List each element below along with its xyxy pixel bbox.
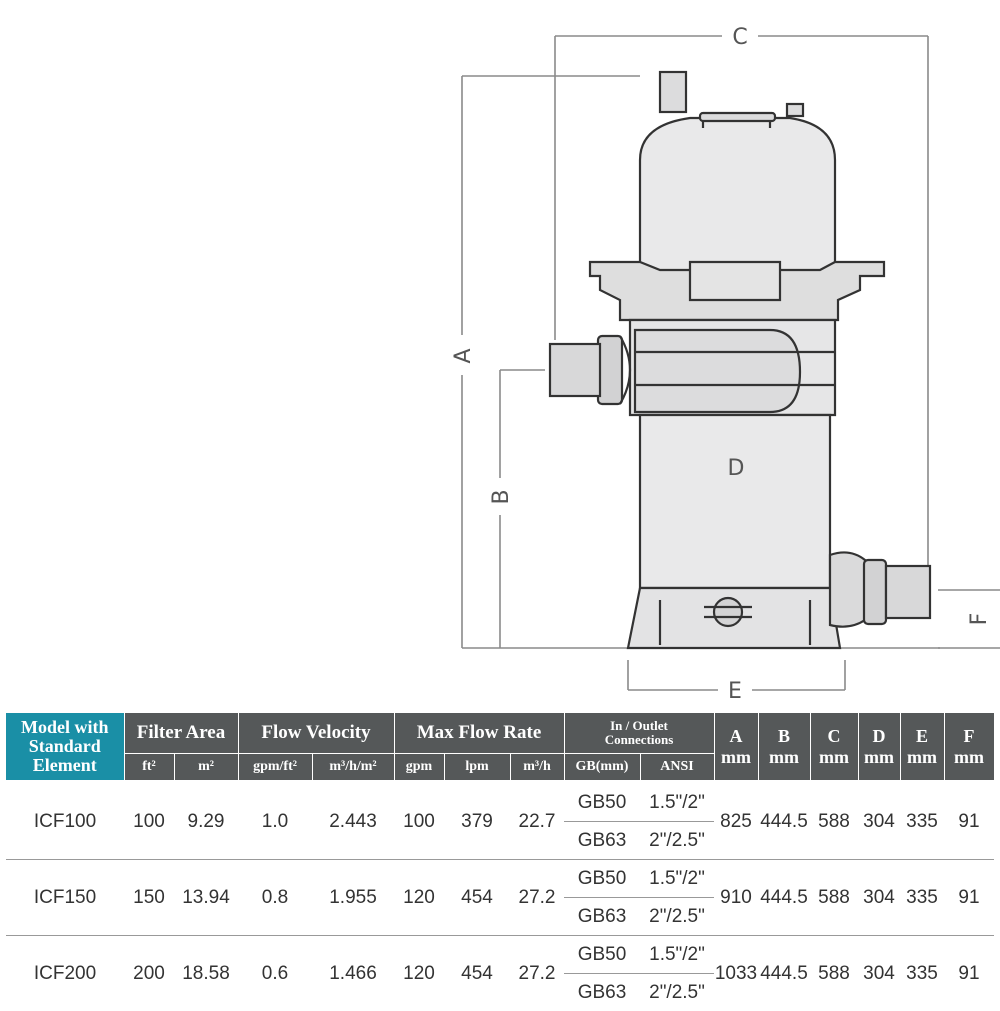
flow-velocity-m3-cell: 2.443: [312, 780, 394, 860]
table-row: [6, 936, 994, 974]
header-dim-letter: F: [945, 726, 994, 747]
flow-velocity-gpm-cell: 1.0: [238, 780, 312, 860]
model-cell: ICF200: [6, 936, 124, 1011]
unit-m3-h-m2: m³/h/m²: [312, 754, 394, 781]
unit-gpm-ft2: gpm/ft²: [238, 754, 312, 781]
max-flow-lpm-cell: 454: [444, 936, 510, 1011]
unit-ft2: ft²: [124, 754, 174, 781]
filter-area-ft2-cell: 100: [124, 780, 174, 860]
dim-d-cell: 304: [858, 780, 900, 860]
dim-a-cell: 825: [714, 780, 758, 860]
header-dim-unit: mm: [811, 747, 858, 768]
header-model: [6, 713, 124, 780]
max-flow-lpm-cell: 454: [444, 860, 510, 936]
unit-m2: m²: [174, 754, 238, 781]
connection-gb-cell: GB50: [564, 780, 640, 822]
header-dim-unit: mm: [859, 747, 900, 768]
filter-area-m2-cell: 18.58: [174, 936, 238, 1011]
header-dim-f: [944, 713, 994, 780]
dim-c-cell: 588: [810, 860, 858, 936]
dim-d-cell: 304: [858, 936, 900, 1011]
flow-velocity-m3-cell: 1.466: [312, 936, 394, 1011]
table-row: [6, 860, 994, 898]
header-dim-unit: mm: [759, 747, 810, 768]
connection-gb-cell: GB63: [564, 822, 640, 860]
dim-e-cell: 335: [900, 936, 944, 1011]
connection-ansi-cell: 1.5"/2": [640, 936, 714, 974]
header-dim-letter: B: [759, 726, 810, 747]
dimension-label-c: C: [732, 25, 747, 50]
header-connections: [564, 713, 714, 754]
table-row: [6, 780, 994, 822]
unit-lpm: lpm: [444, 754, 510, 781]
header-flow-velocity: Flow Velocity: [238, 713, 394, 754]
header-dim-e: [900, 713, 944, 780]
connection-ansi-cell: 2"/2.5": [640, 822, 714, 860]
filter-area-m2-cell: 9.29: [174, 780, 238, 860]
header-dim-unit: mm: [945, 747, 994, 768]
unit-gpm: gpm: [394, 754, 444, 781]
dimension-label-b: B: [489, 489, 514, 504]
connection-ansi-cell: 1.5"/2": [640, 780, 714, 822]
header-model-line-2: Standard: [6, 737, 124, 756]
header-dim-d: [858, 713, 900, 780]
connection-gb-cell: GB50: [564, 936, 640, 974]
flow-velocity-gpm-cell: 0.8: [238, 860, 312, 936]
header-connections-line-1: In / Outlet: [565, 719, 714, 733]
flow-velocity-gpm-cell: 0.6: [238, 936, 312, 1011]
model-cell: ICF100: [6, 780, 124, 860]
header-dim-a: [714, 713, 758, 780]
max-flow-m3h-cell: 27.2: [510, 860, 564, 936]
dim-e-cell: 335: [900, 860, 944, 936]
flow-velocity-m3-cell: 1.955: [312, 860, 394, 936]
dim-f-cell: 91: [944, 780, 994, 860]
unit-m3-h: m³/h: [510, 754, 564, 781]
dimension-label-d: D: [728, 456, 745, 481]
header-model-line-1: Model with: [6, 718, 124, 737]
header-dim-c: [810, 713, 858, 780]
model-cell: ICF150: [6, 860, 124, 936]
dimension-label-e: E: [728, 679, 742, 700]
max-flow-lpm-cell: 379: [444, 780, 510, 860]
dim-a-cell: 1033: [714, 936, 758, 1011]
dim-b-cell: 444.5: [758, 936, 810, 1011]
dimension-label-a: A: [451, 348, 476, 363]
filter-area-ft2-cell: 150: [124, 860, 174, 936]
header-dim-letter: D: [859, 726, 900, 747]
filter-body-drawing: [550, 72, 930, 648]
header-dim-letter: E: [901, 726, 944, 747]
max-flow-gpm-cell: 100: [394, 780, 444, 860]
connection-ansi-cell: 2"/2.5": [640, 898, 714, 936]
header-model-line-3: Element: [6, 756, 124, 775]
header-dim-letter: C: [811, 726, 858, 747]
dim-f-cell: 91: [944, 860, 994, 936]
unit-ansi: ANSI: [640, 754, 714, 781]
specification-table: [6, 713, 995, 1011]
header-connections-line-2: Connections: [565, 733, 714, 747]
dim-c-cell: 588: [810, 780, 858, 860]
filter-area-m2-cell: 13.94: [174, 860, 238, 936]
max-flow-m3h-cell: 22.7: [510, 780, 564, 860]
connection-ansi-cell: 1.5"/2": [640, 860, 714, 898]
dim-a-cell: 910: [714, 860, 758, 936]
max-flow-gpm-cell: 120: [394, 860, 444, 936]
dim-e-cell: 335: [900, 780, 944, 860]
filter-area-ft2-cell: 200: [124, 936, 174, 1011]
header-filter-area: Filter Area: [124, 713, 238, 754]
header-dim-b: [758, 713, 810, 780]
header-dim-unit: mm: [901, 747, 944, 768]
dim-b-cell: 444.5: [758, 860, 810, 936]
header-max-flow-rate: Max Flow Rate: [394, 713, 564, 754]
connection-gb-cell: GB63: [564, 898, 640, 936]
dim-d-cell: 304: [858, 860, 900, 936]
header-dim-letter: A: [715, 726, 758, 747]
header-dim-unit: mm: [715, 747, 758, 768]
max-flow-gpm-cell: 120: [394, 936, 444, 1011]
connection-ansi-cell: 2"/2.5": [640, 974, 714, 1011]
connection-gb-cell: GB63: [564, 974, 640, 1011]
dim-f-cell: 91: [944, 936, 994, 1011]
dim-c-cell: 588: [810, 936, 858, 1011]
connection-gb-cell: GB50: [564, 860, 640, 898]
unit-gb: GB(mm): [564, 754, 640, 781]
max-flow-m3h-cell: 27.2: [510, 936, 564, 1011]
dim-b-cell: 444.5: [758, 780, 810, 860]
dimension-label-f: F: [967, 613, 992, 626]
